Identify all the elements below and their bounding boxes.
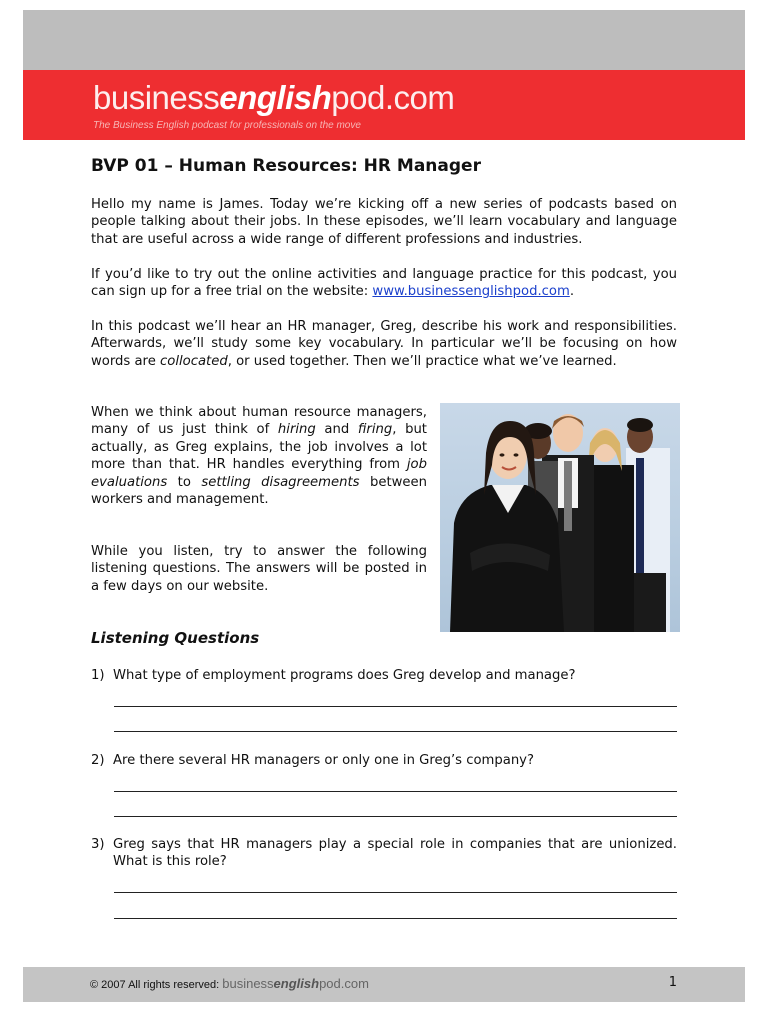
footer-copyright: © 2007 All rights reserved: businessenglishpod.com	[90, 976, 369, 991]
page-number: 1	[668, 975, 677, 990]
team-photo	[440, 403, 680, 632]
podcast-overview-paragraph: In this podcast we’ll hear an HR manager, Greg, describe his work and responsibilities. Afterwards, we’ll study some key vocabulary. In particular we’ll be focusing on how words are collocated, or used together. Then we’ll practice what we’ve learned.	[91, 319, 677, 369]
question-text: Greg says that HR managers play a special role in companies that are unionized. What is this role?	[113, 837, 677, 870]
question-3	[91, 836, 677, 871]
question-1	[91, 667, 677, 684]
page-footer	[23, 967, 745, 1002]
answer-line[interactable]	[114, 706, 677, 707]
question-number: 1)	[91, 668, 105, 683]
answer-line[interactable]	[114, 731, 677, 732]
question-text: Are there several HR managers or only one in Greg’s company?	[113, 753, 534, 768]
trial-paragraph: If you’d like to try out the online activities and language practice for this podcast, you can sign up for a free trial on the website: www.businessenglishpod.com.	[91, 267, 677, 300]
brand-header	[23, 70, 745, 140]
brand-logo: businessenglishpod.com	[93, 79, 455, 116]
answer-line[interactable]	[114, 892, 677, 893]
question-text: What type of employment programs does Greg develop and manage?	[113, 668, 576, 683]
footer-brand-logo: businessenglishpod.com	[222, 976, 369, 991]
question-2	[91, 752, 677, 769]
top-gray-band	[23, 10, 745, 70]
question-number: 2)	[91, 753, 105, 768]
listen-instructions-paragraph: While you listen, try to answer the following listening questions. The answers will be posted in a few days on our website.	[91, 544, 427, 594]
answer-line[interactable]	[114, 791, 677, 792]
intro-paragraph: Hello my name is James. Today we’re kicking off a new series of podcasts based on people talking about their jobs. In these episodes, we’ll learn vocabulary and language that are useful across a wide range of different professions and industries.	[91, 197, 677, 247]
answer-line[interactable]	[114, 918, 677, 919]
hr-description-paragraph: When we think about human resource managers, many of us just think of hiring and firing, but actually, as Greg explains, the job involves a lot more than that. HR handles everything from job evaluations to settling disagreements between workers and management.	[91, 405, 427, 508]
website-link[interactable]: www.businessenglishpod.com	[372, 284, 570, 300]
brand-tagline: The Business English podcast for professionals on the move	[93, 120, 361, 131]
listening-questions-heading: Listening Questions	[91, 629, 260, 647]
answer-line[interactable]	[114, 816, 677, 817]
team-photo-illustration	[440, 403, 680, 632]
question-number: 3)	[91, 837, 105, 852]
document-title: BVP 01 – Human Resources: HR Manager	[91, 156, 481, 176]
